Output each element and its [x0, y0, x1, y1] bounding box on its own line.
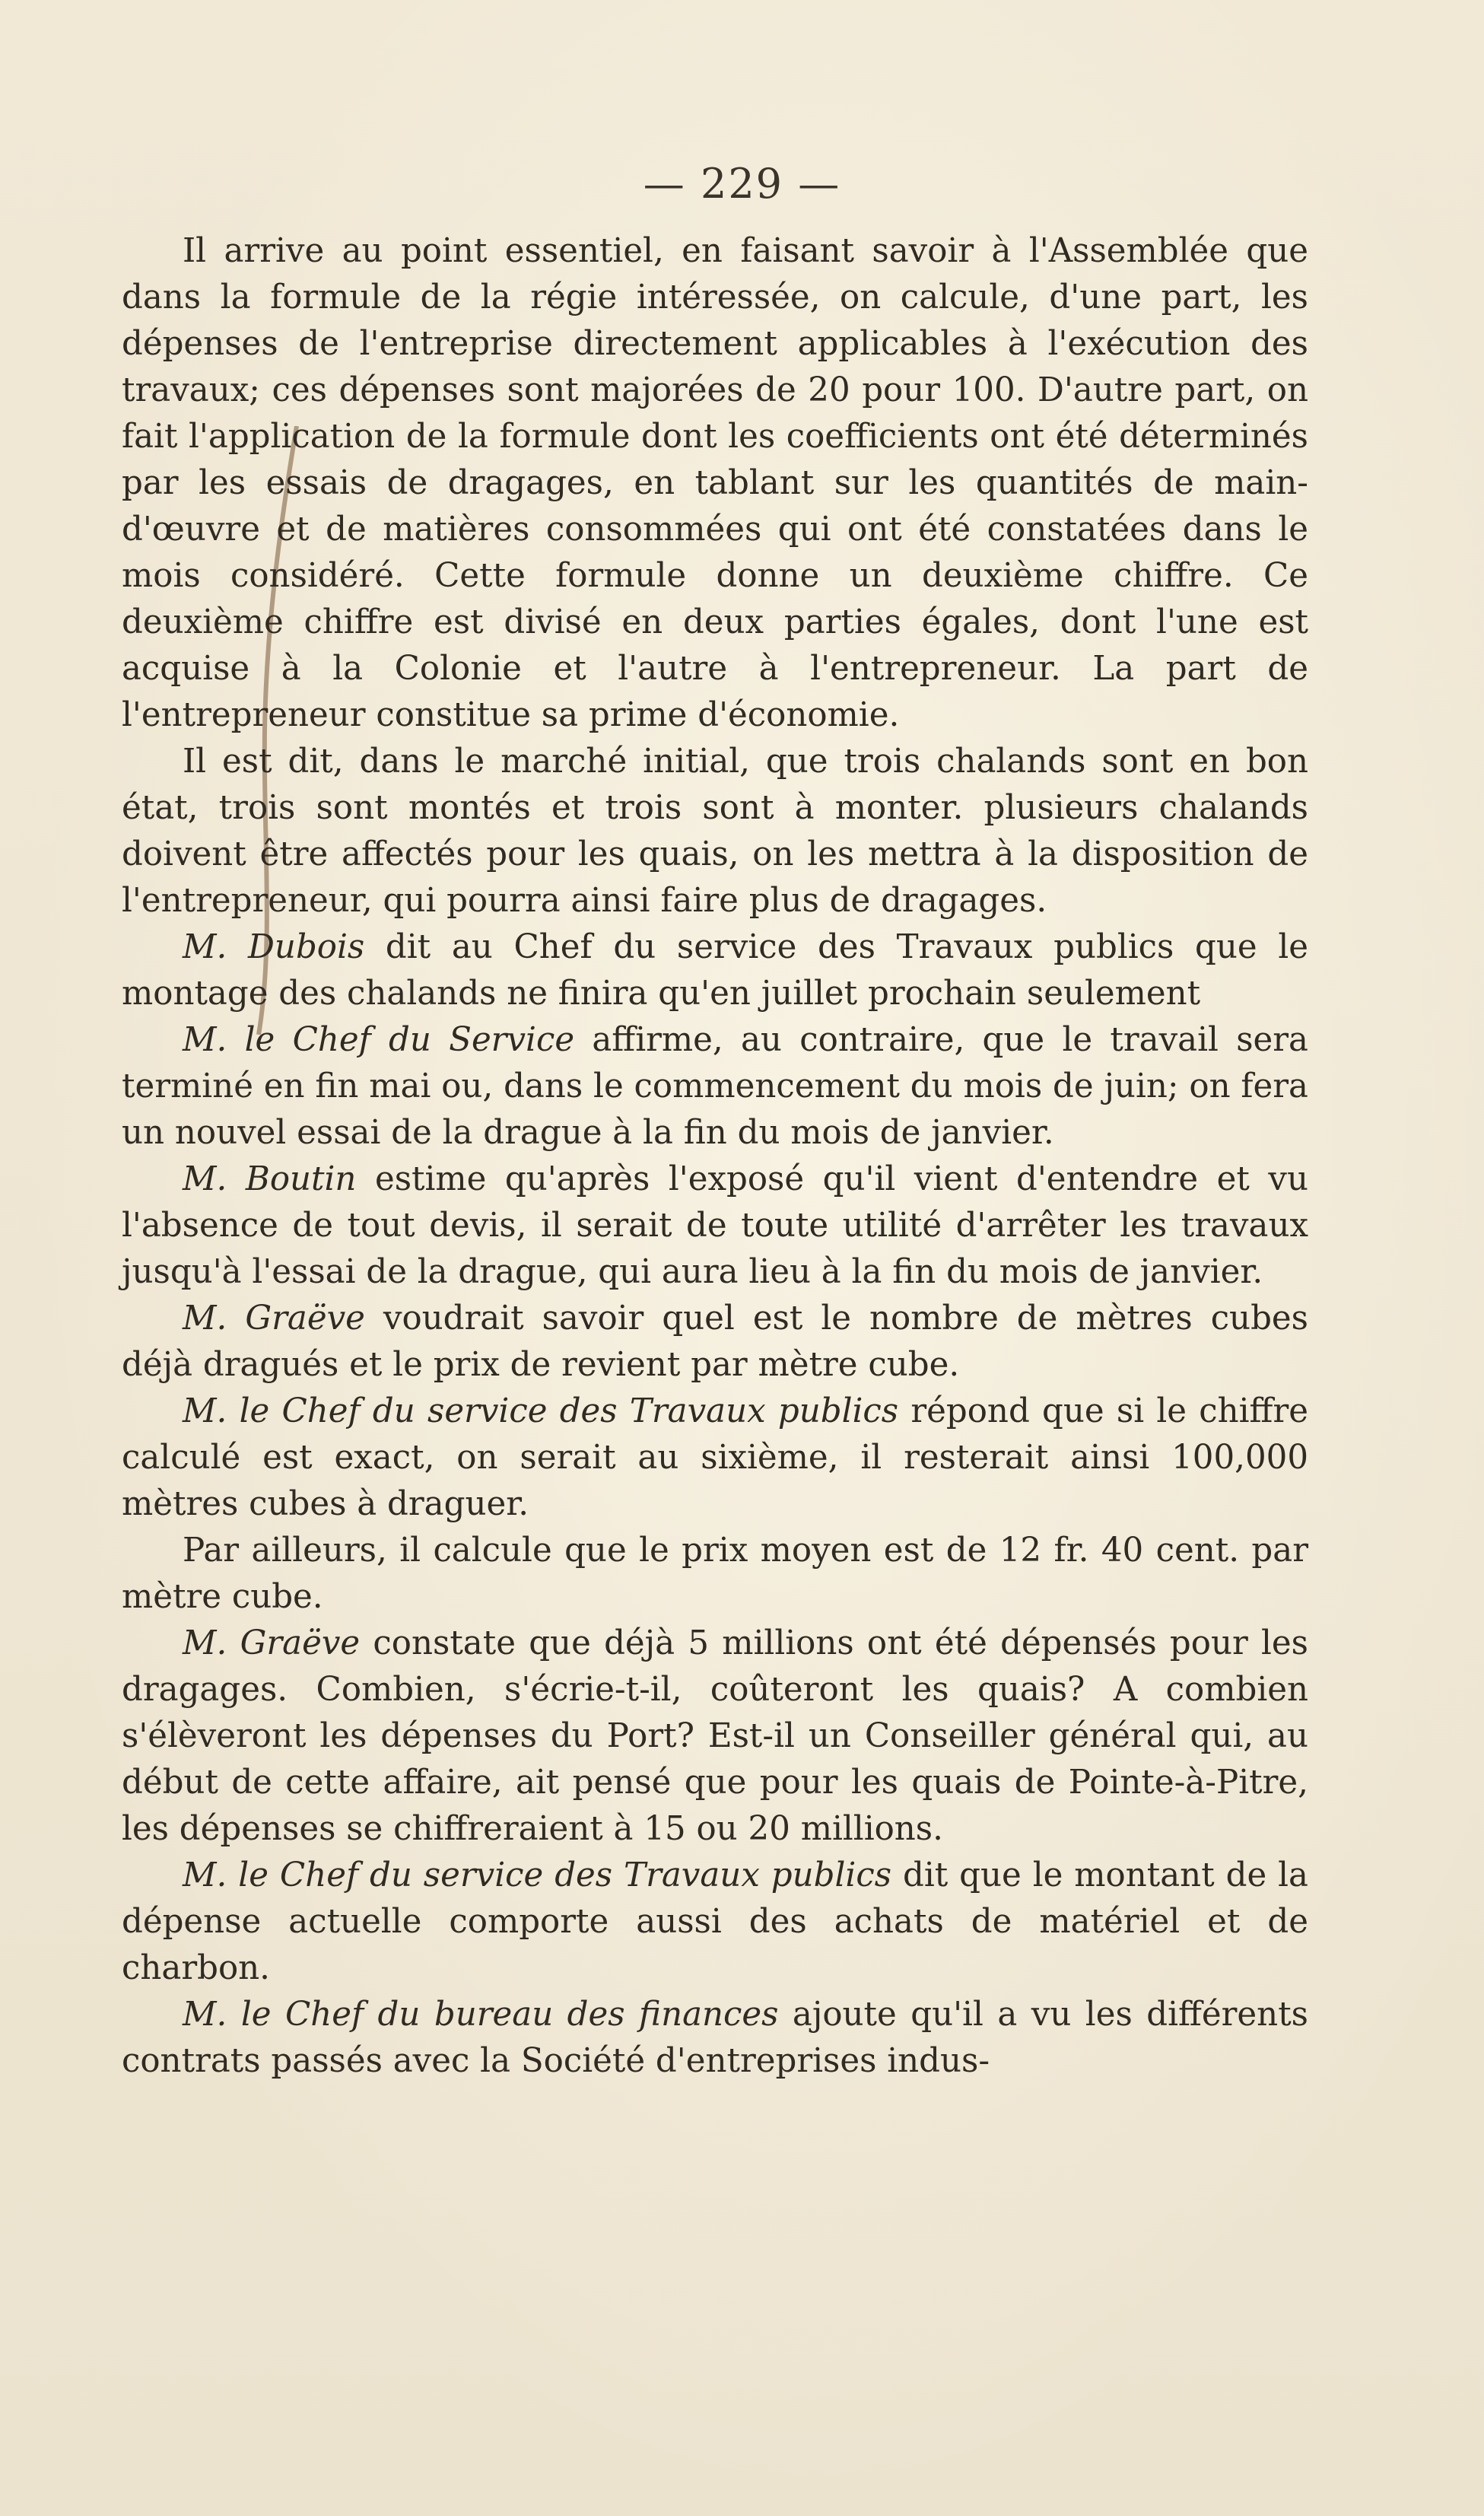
speaker: M. le Chef du bureau des finances [183, 1996, 779, 2034]
paragraph-1: Il arrive au point essentiel, en faisant savoir à l'Assemblée que dans la formule de la régie intéressée, on calcule, d'une part, les dépenses de l'entreprise directement applicables à l'exécution des travaux; ces dépenses sont majorées de 20 pour 100. D'autre part, on fait l'application de la formule dont les coefficients ont été déterminés par les essais de dragages, en tablant sur les quantités de main-d'œuvre et de matières consommées qui ont été constatées dans le mois considéré. Cette formule donne un deuxième chiffre. Ce deuxième chiffre est divisé en deux parties égales, dont l'une est acquise à la Colonie et l'autre à l'entrepreneur. La part de l'entrepreneur constitue sa prime d'économie. [122, 232, 1308, 734]
paragraph-11: M. le Chef du bureau des finances ajoute qu'il a vu les différents contrats passés avec la Société d'entreprises indus- [122, 1996, 1308, 2080]
speaker: M. Graëve [183, 1299, 365, 1338]
paragraph-8: Par ailleurs, il calcule que le prix moyen est de 12 fr. 40 cent. par mètre cube. [122, 1532, 1308, 1616]
speaker: M. Boutin [183, 1160, 357, 1198]
paragraph-5: M. Boutin estime qu'après l'exposé qu'il vient d'entendre et vu l'absence de tout devis, il serait de toute utilité d'arrêter les travaux jusqu'à l'essai de la drague, qui aura lieu à la fin du mois de janvier. [122, 1160, 1308, 1291]
speaker: M. Dubois [183, 928, 365, 966]
speaker: M. Graëve [183, 1624, 361, 1662]
speaker: M. le Chef du service des Travaux publics [183, 1392, 899, 1430]
paragraph-10: M. le Chef du service des Travaux publics dit que le montant de la dépense actuelle comporte aussi des achats de matériel et de charbon. [122, 1856, 1308, 1987]
speaker: M. le Chef du service des Travaux publics [183, 1856, 892, 1894]
paragraph-6: M. Graëve voudrait savoir quel est le nombre de mètres cubes déjà dragués et le prix de revient par mètre cube. [122, 1299, 1308, 1384]
paragraph-7: M. le Chef du service des Travaux publics répond que si le chiffre calculé est exact, on serait au sixième, il resterait ainsi 100,000 mètres cubes à draguer. [122, 1392, 1308, 1523]
page-number: — 229 — [643, 160, 841, 208]
speaker: M. le Chef du Service [183, 1021, 575, 1059]
paragraph-2: Il est dit, dans le marché initial, que trois chalands sont en bon état, trois sont montés et trois sont à monter. plusieurs chalands doivent être affectés pour les quais, on les mettra à la disposition de l'entrepreneur, qui pourra ainsi faire plus de dragages. [122, 743, 1308, 920]
paragraph-4: M. le Chef du Service affirme, au contraire, que le travail sera terminé en fin mai ou, dans le commencement du mois de juin; on fera un nouvel essai de la drague à la fin du mois de janvier. [122, 1021, 1308, 1152]
paragraph-3: M. Dubois dit au Chef du service des Travaux publics que le montage des chalands ne finira qu'en juillet prochain seulement [122, 928, 1308, 1013]
body-text [122, 228, 1308, 2085]
paragraph-9: M. Graëve constate que déjà 5 millions ont été dépensés pour les dragages. Combien, s'écrie-t-il, coûteront les quais? A combien s'élèveront les dépenses du Port? Est-il un Conseiller général qui, au début de cette affaire, ait pensé que pour les quais de Pointe-à-Pitre, les dépenses se chiffreraient à 15 ou 20 millions. [122, 1624, 1309, 1848]
